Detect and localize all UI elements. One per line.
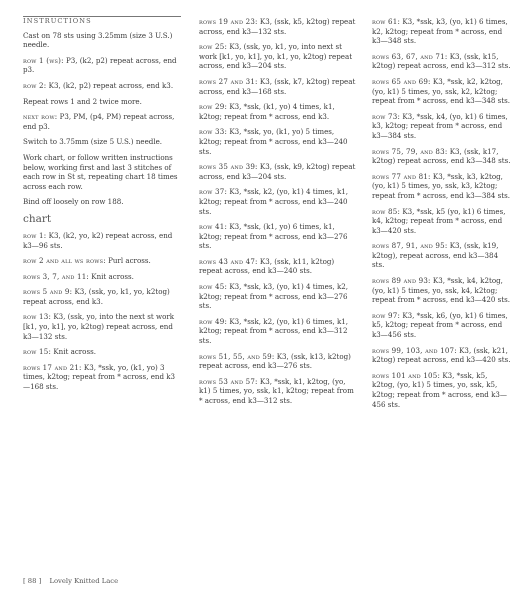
chart-row-text: K3, (ssk, yo, k1, yo, k2tog) repeat across, end k3. [23, 287, 170, 306]
chart-row [199, 257, 357, 276]
column-3 [372, 17, 512, 415]
chart-row-text: K3, (ssk, k9, k2tog) repeat across, end k3—204 sts. [199, 162, 356, 181]
chart-row [23, 231, 181, 250]
chart-row [199, 127, 357, 156]
chart-row-label: rows 75, 79, and 83: [372, 146, 448, 156]
chart-row-label: rows 43 and 47: [199, 256, 258, 266]
chart-row-text: K3, (ssk, k21, k2tog) repeat across, end k3—420 sts. [372, 345, 511, 365]
chart-row-text: K3, *ssk, k6, (yo, k1) 6 times, k5, k2tog; repeat from * across, end k3—456 sts. [372, 310, 508, 340]
chart-row-text: K3, *ssk, yo, (k1, yo) 5 times, k2tog; repeat from * across, end k3—240 sts. [199, 127, 348, 156]
chart-row [372, 52, 512, 71]
chart-row-label: row 49: [199, 316, 228, 326]
chart-rows-col3 [372, 17, 512, 409]
chart-row-text: K3, (ssk, k7, k2tog) repeat across, end k3—168 sts. [199, 76, 356, 96]
chart-row-label: row 1: [23, 230, 47, 240]
chart-row [23, 256, 181, 266]
chart-rows-col2 [199, 17, 357, 406]
chart-row [199, 282, 357, 311]
instruction-paragraph-text: K3, (k2, p2) repeat across, end k3. [48, 80, 174, 90]
chart-row-label: rows 51, 55, and 59: [199, 351, 275, 361]
chart-row-text: K3, (ssk, k19, k2tog), repeat across, end k3—384 sts. [372, 241, 499, 270]
instruction-paragraph [23, 56, 181, 75]
chart-row-label: rows 35 and 39: [199, 162, 258, 172]
chart-row-text: K3, *ssk, k2, (yo, k1) 6 times, k1, k2tog; repeat from * across, end k3—312 sts. [199, 316, 349, 346]
chart-row [372, 276, 512, 305]
chart-row [23, 347, 181, 357]
chart-row-label: rows 101 and 105: [372, 370, 441, 380]
instruction-paragraph-text: P3, PM, (p4, PM) repeat across, end p3. [23, 112, 175, 131]
instruction-paragraph [23, 81, 181, 91]
instructions-list [23, 31, 181, 207]
chart-row-label: rows 89 and 93: [372, 276, 431, 286]
chart-row-label: rows 53 and 57: [199, 376, 258, 386]
chart-row-label: row 13: [23, 312, 52, 322]
chart-row-label: row 15: [23, 347, 52, 357]
chart-row-text: Knit across. [91, 271, 134, 281]
instruction-paragraph-text: Switch to 3.75mm (size 5 U.S.) needle. [23, 137, 163, 147]
chart-row [199, 17, 357, 36]
chart-row [23, 272, 181, 282]
instruction-paragraph [23, 197, 181, 207]
instruction-paragraph-text: P3, (k2, p2) repeat across, end p3. [23, 55, 177, 75]
chart-row-label: rows 19 and 23: [199, 17, 258, 26]
chart-row-label: row 85: [372, 206, 401, 216]
chart-row-text: K3, *ssk, k3, (yo, k1) 6 times, k2, k2tog; repeat from * across, end k3—348 sts. [372, 17, 508, 46]
chart-row-text: K3, (ssk, k15, k2tog) repeat across, end k3—312 sts. [372, 51, 511, 71]
page-footer [23, 577, 118, 585]
chart-row [372, 371, 512, 409]
chart-row-label: row 29: [199, 102, 228, 112]
column-1 [23, 17, 181, 398]
chart-row-label: rows 87, 91, and 95: [372, 241, 448, 251]
chart-row-text: K3, (ssk, k11, k2tog) repeat across, end k3—240 sts. [199, 256, 335, 276]
instruction-paragraph-text: Cast on 78 sts using 3.25mm (size 3 U.S.) needle. [23, 30, 173, 50]
chart-row-label: rows 3, 7, and 11: [23, 271, 89, 281]
chart-row [199, 187, 357, 216]
column-2 [199, 17, 357, 412]
chart-row-text: K3, *ssk, k3, (yo, k1) 4 times, k2, k2tog; repeat from * across, end k3—276 sts. [199, 282, 349, 311]
chart-row-text: K3, (ssk, yo, k1, yo, into next st work [k1, yo, k1], yo, k1, yo, k2tog) repeat across, end k3—204 sts. [199, 42, 353, 71]
chart-row-label: rows 5 and 9: [23, 287, 73, 297]
chart-row-label: rows 27 and 31: [199, 76, 258, 86]
chart-row [199, 77, 357, 96]
chart-row-text: K3, *ssk, k2, (yo, k1) 4 times, k1, k2tog; repeat from * across, end k3—240 sts. [199, 187, 349, 216]
chart-row-text: K3, (k2, yo, k2) repeat across, end k3—96 sts. [23, 230, 173, 250]
instruction-paragraph [23, 31, 181, 50]
chart-row [23, 312, 181, 341]
instruction-paragraph [23, 153, 181, 191]
chart-row-label: rows 77 and 81: [372, 171, 431, 181]
chart-row [199, 162, 357, 181]
instruction-paragraph [23, 97, 181, 107]
chart-row-text: K3, *ssk, k5 (yo, k1) 6 times, k4, k2tog; repeat from * across, end k3—420 sts. [372, 206, 506, 235]
chart-row-text: K3, *ssk, k2, k2tog, (yo, k1) 5 times, yo, ssk, k2, k2tog; repeat from * across, end k3—348 sts. [372, 76, 511, 106]
chart-row [372, 346, 512, 365]
chart-row-label: row 37: [199, 187, 228, 197]
instruction-paragraph-text: Work chart, or follow written instructions below, working first and last 3 stitches of each row in St st, repeating chart 18 times across each row. [23, 152, 178, 191]
instruction-paragraph-text: Bind off loosely on row 188. [23, 197, 124, 207]
instruction-paragraph-label: next row: [23, 112, 58, 122]
chart-row [372, 112, 512, 141]
chart-row-text: K3, *ssk, k5, k2tog, (yo, k1) 5 times, yo, ssk, k5, k2tog; repeat from * across, end k3—456 sts. [372, 370, 507, 409]
chart-row-label: row 73: [372, 111, 401, 121]
chart-row-text: K3, (ssk, k13, k2tog) repeat across, end k3—276 sts. [199, 351, 351, 371]
instruction-paragraph [23, 137, 181, 147]
chart-row-label: row 25: [199, 42, 228, 52]
chart-row [372, 207, 512, 236]
instruction-paragraph-label: row 2: [23, 80, 47, 90]
chart-row-label: row 2 and all ws rows: [23, 256, 106, 266]
chart-row [372, 17, 512, 46]
book-title: Lovely Knitted Lace [49, 577, 119, 585]
chart-row-label: rows 65 and 69: [372, 76, 431, 86]
chart-row-text: Knit across. [53, 347, 96, 357]
chart-row [372, 147, 512, 166]
chart-row [199, 317, 357, 346]
chart-row [372, 241, 512, 270]
chart-row [199, 352, 357, 371]
chart-row-text: K3, (ssk, k17, k2tog) repeat across, end k3—348 sts. [372, 146, 511, 166]
chart-row [199, 222, 357, 251]
instruction-paragraph [23, 112, 181, 131]
chart-row-label: rows 99, 103, and 107: [372, 345, 457, 355]
chart-row-label: row 41: [199, 222, 228, 232]
chart-row-text: K3, *ssk, k3, k2tog, (yo, k1) 5 times, yo, ssk, k3, k2tog; repeat from * across, end k3—384 sts. [372, 171, 511, 200]
chart-row [23, 287, 181, 306]
chart-row [23, 363, 181, 392]
chart-row [199, 42, 357, 71]
chart-row-text: K3, *ssk, k4, (yo, k1) 6 times, k3, k2tog; repeat from * across, end k3—384 sts. [372, 111, 508, 140]
chart-heading: chart [23, 212, 52, 225]
chart-row-label: rows 17 and 21: [23, 362, 82, 372]
instruction-paragraph-label: row 1 (ws): [23, 55, 64, 65]
chart-row-text: K3, (ssk, yo, into the next st work [k1, yo, k1], yo, k2tog) repeat across, end k3—132 sts. [23, 312, 175, 341]
page-number: [ 88 ] [23, 577, 42, 585]
chart-row [199, 102, 357, 121]
chart-row-text: Purl across. [108, 256, 151, 266]
chart-row-text: K3, (ssk, k5, k2tog) repeat across, end k3—132 sts. [199, 17, 356, 36]
chart-row-text: K3, *ssk, k4, k2tog, (yo, k1) 5 times, yo, ssk, k4, k2tog; repeat from * across, end k3—420 sts. [372, 276, 511, 305]
chart-rows-col1 [23, 231, 181, 392]
chart-row-text: K3, *ssk, yo, (k1, yo) 3 times, k2tog; repeat from * across, end k3—168 sts. [23, 362, 176, 392]
chart-row [199, 377, 357, 406]
chart-row-text: K3, *ssk, (k1, yo) 4 times, k1, k2tog; repeat from * across, end k3. [199, 102, 335, 121]
chart-row-label: rows 63, 67, and 71: [372, 51, 448, 61]
chart-row-label: row 45: [199, 282, 228, 292]
chart-row-text: K3, *ssk, k1, k2tog, (yo, k1) 5 times, yo, ssk, k1, k2tog; repeat from * across, end k3—312 sts. [199, 376, 354, 405]
chart-row-text: K3, *ssk, (k1, yo) 6 times, k1, k2tog; repeat from * across, end k3—276 sts. [199, 222, 348, 251]
chart-row [372, 77, 512, 106]
chart-row-label: row 61: [372, 17, 401, 26]
chart-row-label: row 97: [372, 310, 401, 320]
chart-row [372, 172, 512, 201]
chart-row-label: row 33: [199, 127, 228, 137]
instruction-paragraph-text: Repeat rows 1 and 2 twice more. [23, 96, 142, 106]
instructions-heading: INSTRUCTIONS [23, 17, 92, 25]
chart-row [372, 311, 512, 340]
